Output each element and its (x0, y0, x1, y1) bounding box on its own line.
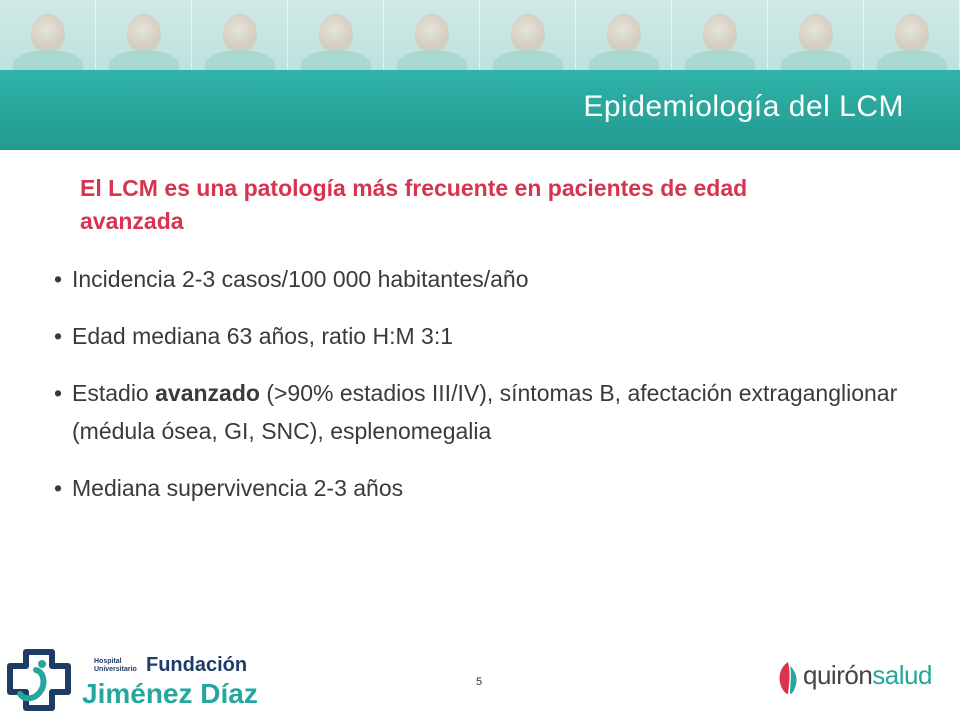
header-photo (96, 0, 192, 70)
header-photo-strip (0, 0, 960, 70)
quironsalud-leaf-logo-icon (775, 660, 801, 696)
header-photo (288, 0, 384, 70)
title-band (0, 70, 960, 150)
bullet-dot-icon: • (54, 266, 63, 292)
header-photo (576, 0, 672, 70)
fjd-hospital-label: Hospital Universitario (94, 658, 137, 673)
slide-title: Epidemiología del LCM (583, 90, 904, 123)
bullet-item (48, 469, 908, 507)
header-photo (192, 0, 288, 70)
header-photo (672, 0, 768, 70)
fjd-fundacion-label: Fundación (146, 654, 248, 676)
fjd-logo (6, 648, 258, 716)
bullet-list (48, 260, 908, 526)
bullet-item (48, 374, 908, 450)
bullet-item (48, 260, 908, 298)
bullet-text-pre: Estadio (72, 380, 156, 406)
quironsalud-label: quirónsalud (803, 660, 932, 690)
bullet-text: Edad mediana 63 años, ratio H:M 3:1 (72, 323, 454, 349)
slide-subtitle: El LCM es una patología más frecuente en pacientes de edad avanzada (80, 175, 748, 234)
bullet-text: Mediana supervivencia 2-3 años (72, 475, 404, 501)
header-photo (384, 0, 480, 70)
fjd-jimenez-label: Jiménez Díaz (82, 678, 258, 709)
quironsalud-logo (775, 658, 945, 698)
header-photo (768, 0, 864, 70)
bullet-dot-icon: • (54, 475, 63, 501)
bullet-text-post: (>90% estadios III/IV), síntomas B, afectación extraganglionar (médula ósea, GI, SNC), esplenomegalia (72, 380, 898, 444)
fjd-cross-logo-icon (6, 648, 76, 716)
bullet-dot-icon: • (54, 380, 63, 406)
header-photo (0, 0, 96, 70)
page-number: 5 (476, 676, 483, 688)
header-photo (480, 0, 576, 70)
bullet-item (48, 317, 908, 355)
bullet-text: Incidencia 2-3 casos/100 000 habitantes/año (72, 266, 529, 292)
header-photo (864, 0, 960, 70)
bullet-text-bold: avanzado (155, 380, 260, 406)
bullet-dot-icon: • (54, 323, 63, 349)
